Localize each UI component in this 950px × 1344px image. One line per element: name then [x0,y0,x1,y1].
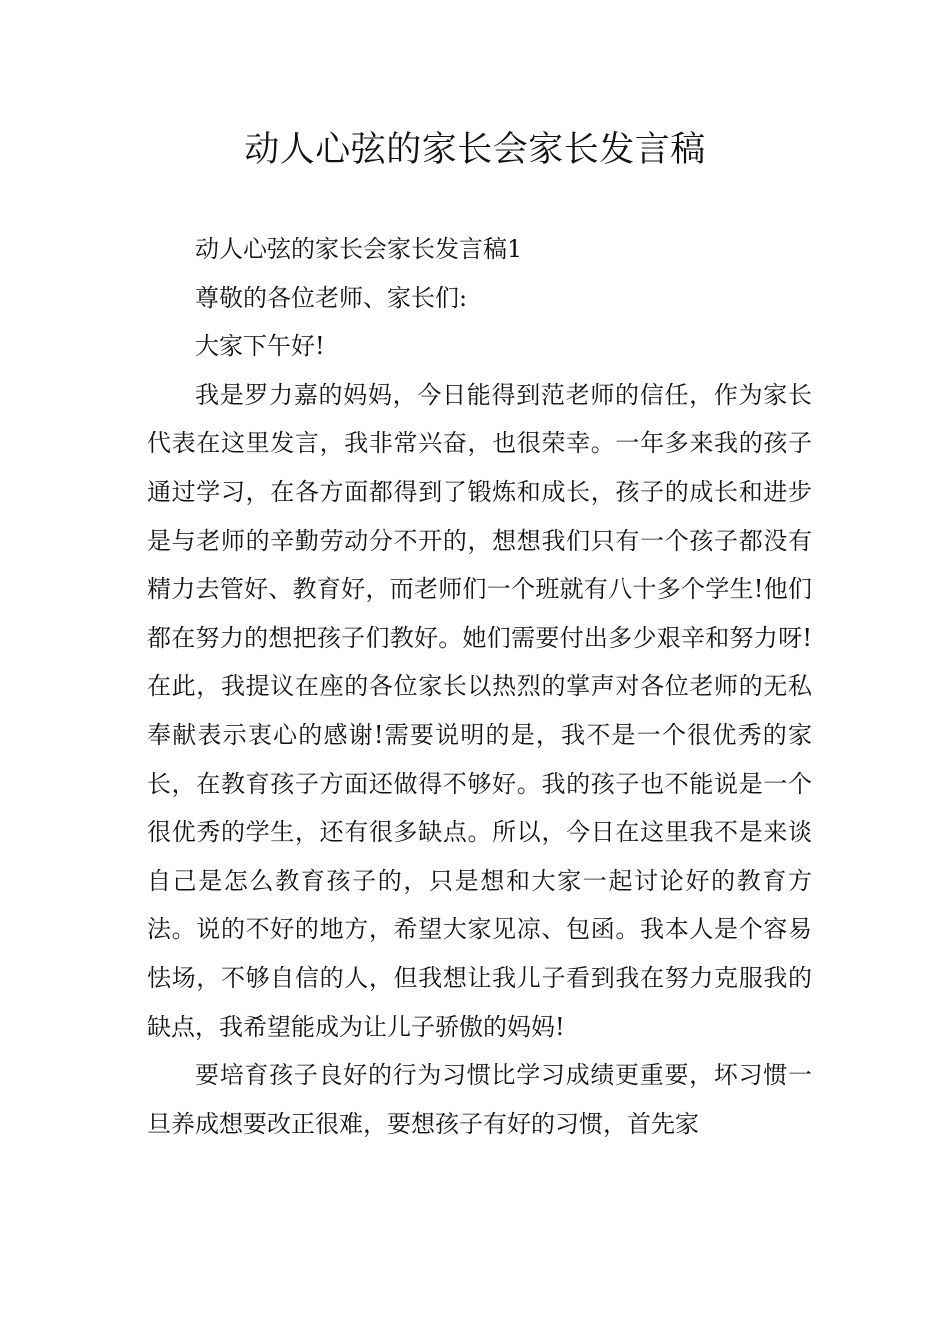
document-title: 动人心弦的家长会家长发言稿 [244,130,706,170]
paragraph-greeting: 大家下午好! [195,332,325,361]
paragraph-salutation: 尊敬的各位老师、家长们: [195,283,468,312]
document-body [147,225,812,1148]
paragraph-introduction: 我是罗力嘉的妈妈，今日能得到范老师的信任，作为家长代表在这里发言，我非常兴奋，也很荣幸。一年多来我的孩子通过学习，在各方面都得到了锻炼和成长，孩子的成长和进步是与老师的辛勤劳动分不开的，想想我们只有一个孩子都没有精力去管好、教育好，而老师们一个班就有八十多个学生!他们都在努力的想把孩子们教好。她们需要付出多少艰辛和努力呀!在此，我提议在座的各位家长以热烈的掌声对各位老师的无私奉献表示衷心的感谢!需要说明的是，我不是一个很优秀的家长，在教育孩子方面还做得不够好。我的孩子也不能说是一个很优秀的学生，还有很多缺点。所以，今日在这里我不是来谈自己是怎么教育孩子的，只是想和大家一起讨论好的教育方法。说的不好的地方，希望大家见凉、包函。我本人是个容易怯场，不够自信的人，但我想让我儿子看到我在努力克服我的缺点，我希望能成为让儿子骄傲的妈妈! [147,380,812,1041]
paragraph-habits: 要培育孩子良好的行为习惯比学习成绩更重要，坏习惯一旦养成想要改正很难，要想孩子有好的习惯，首先家 [147,1061,812,1138]
paragraph-subtitle: 动人心弦的家长会家长发言稿1 [195,235,523,263]
